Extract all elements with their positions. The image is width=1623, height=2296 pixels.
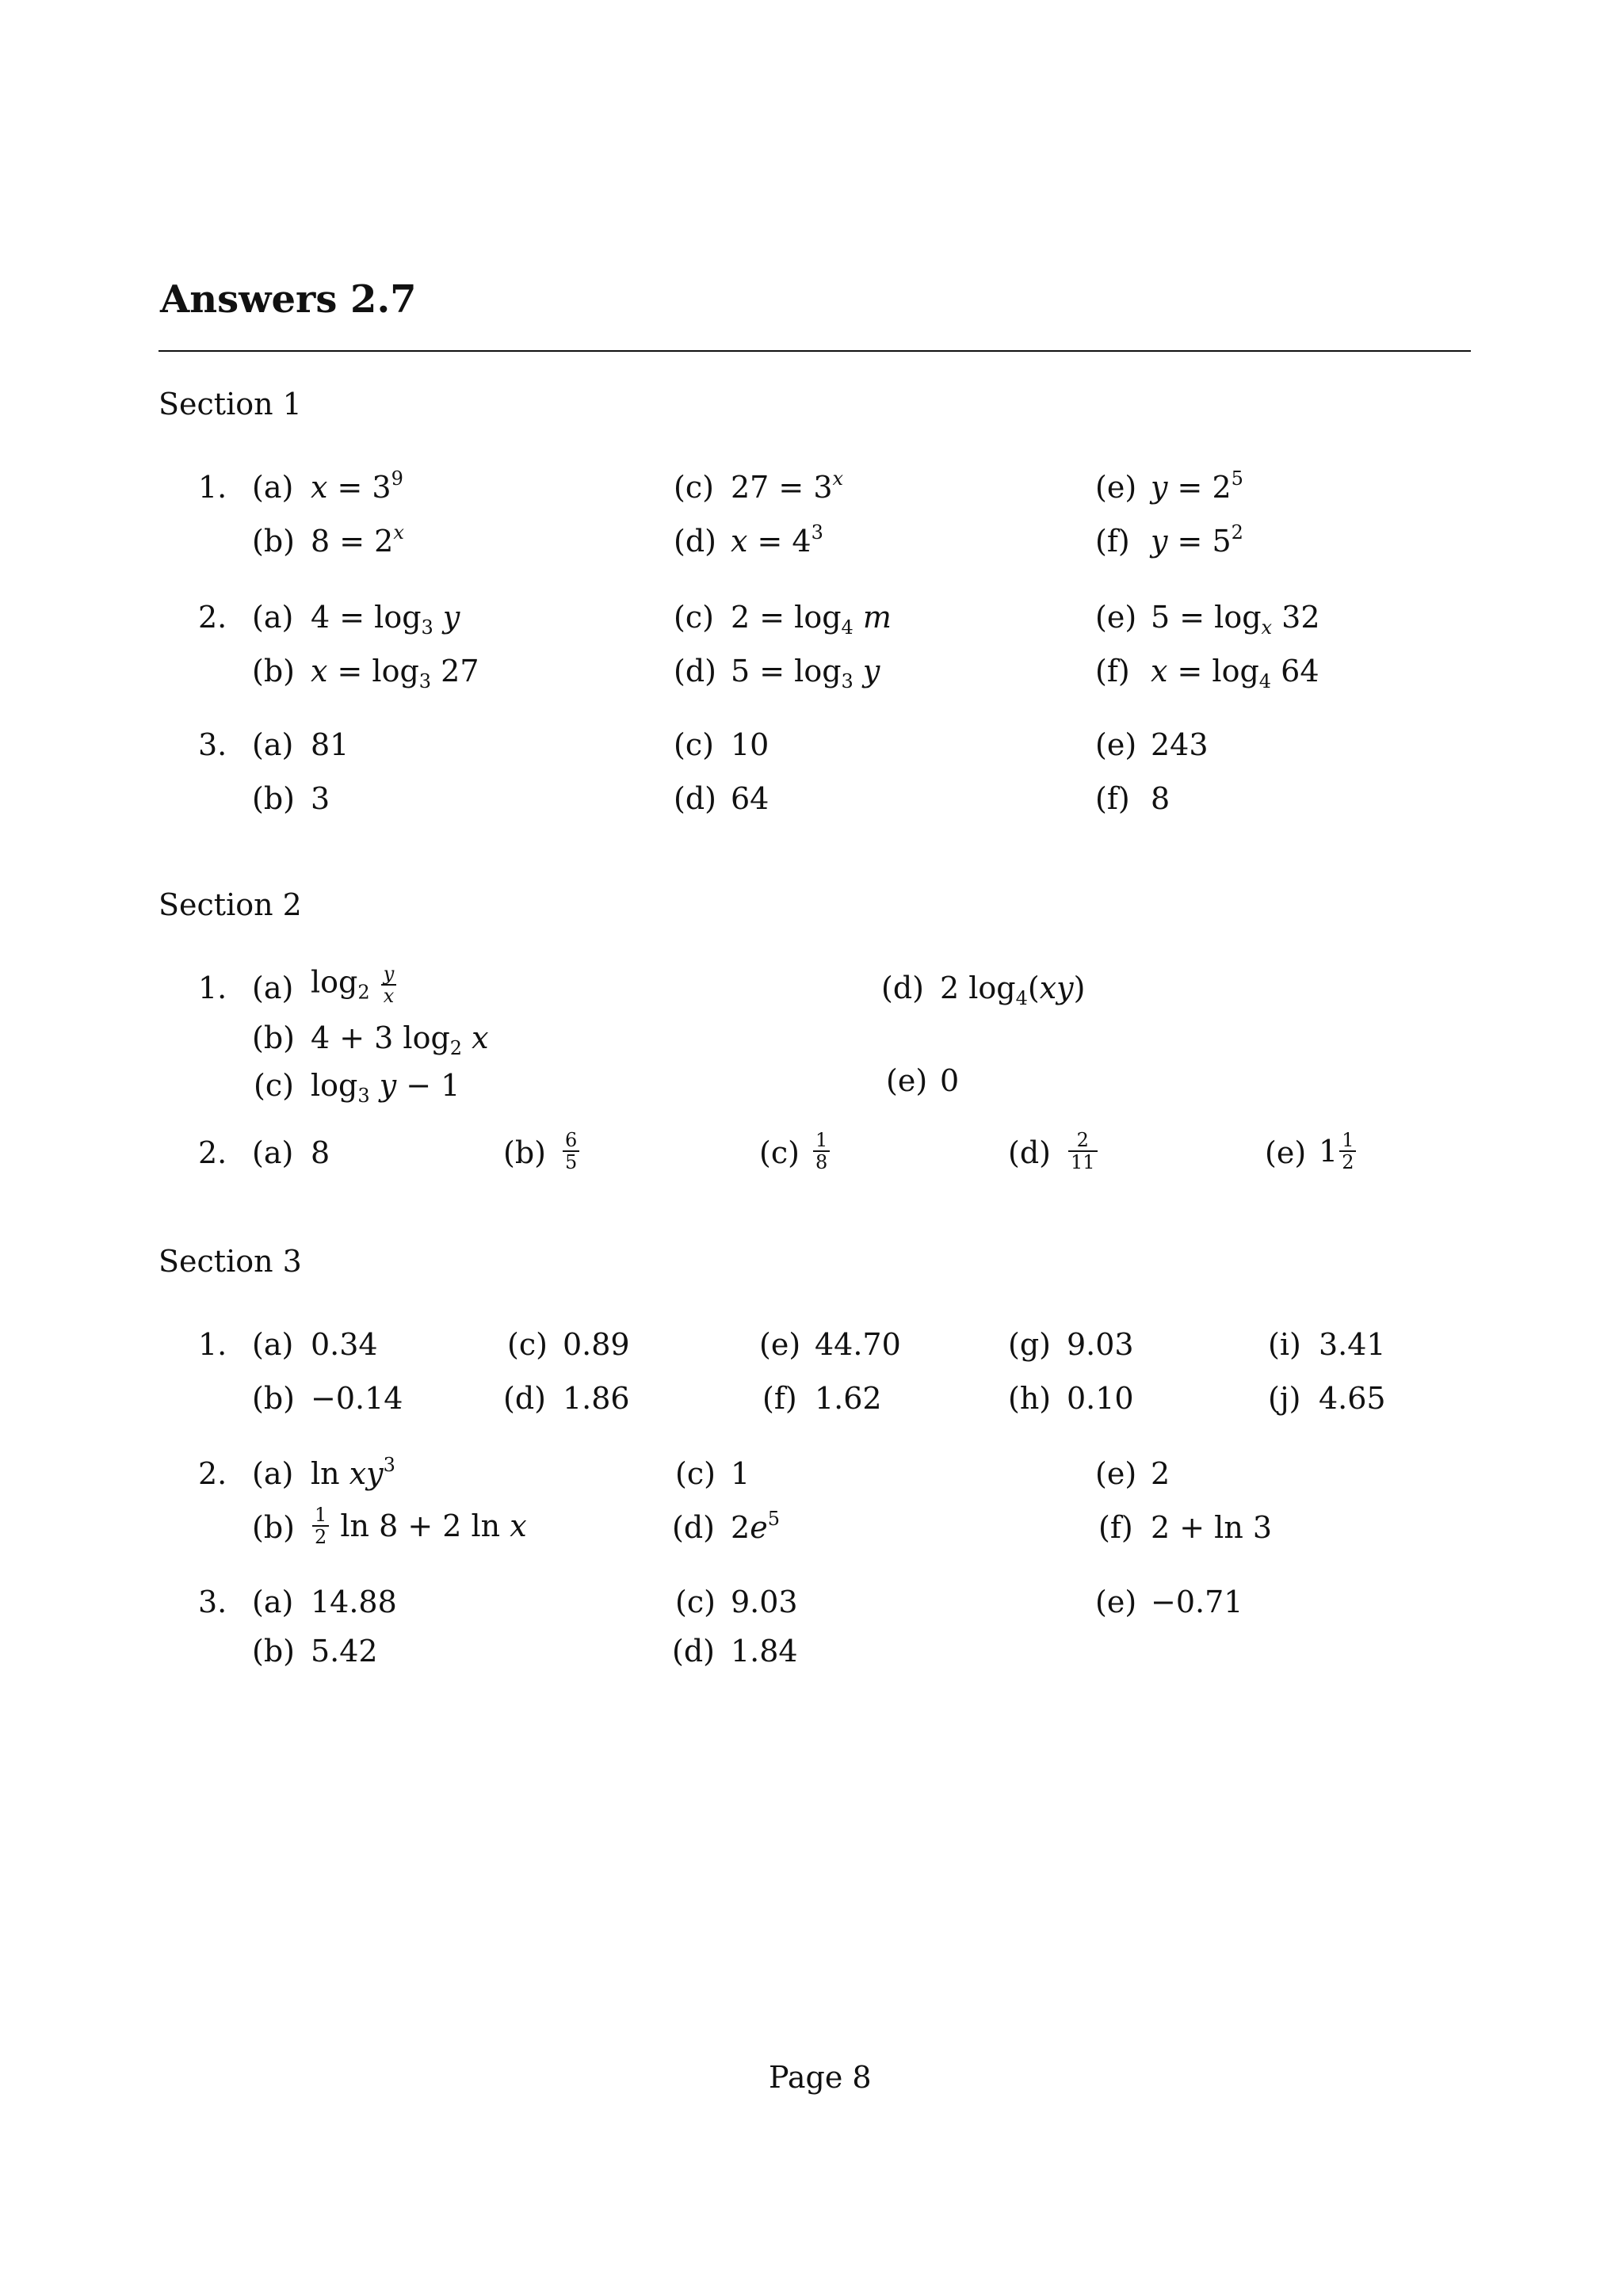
part-label: (d) — [674, 524, 716, 559]
answer-value: 1 — [731, 1456, 750, 1491]
part-label: (e) — [1095, 1456, 1137, 1491]
answer-value: $5 = \log_3 y$ — [731, 654, 880, 692]
part-label: (f) — [1095, 524, 1130, 559]
answer-value: 44.70 — [815, 1327, 901, 1362]
question-number: 2. — [198, 1456, 227, 1491]
question-number: 1. — [198, 470, 227, 505]
part-label: (d) — [672, 1634, 715, 1669]
question-number: 2. — [198, 600, 227, 635]
part-label: (i) — [1268, 1327, 1301, 1362]
answer-value: $2 = \log_4 m$ — [731, 600, 892, 639]
question-number: 1. — [198, 971, 227, 1005]
answer-value: 9.03 — [731, 1585, 798, 1619]
part-label: (d) — [672, 1510, 715, 1545]
part-label: (a) — [252, 1585, 294, 1619]
part-label: (e) — [1095, 727, 1137, 762]
answer-value: 81 — [311, 727, 349, 762]
answer-value: $\frac{1}{8}$ — [812, 1130, 831, 1173]
answer-value: 243 — [1151, 727, 1209, 762]
answer-value: $\frac{2}{11}$ — [1067, 1130, 1099, 1173]
answer-value: $4 = \log_3 y$ — [311, 600, 460, 639]
part-label: (b) — [252, 524, 295, 559]
part-label: (c) — [674, 470, 714, 505]
part-label: (f) — [762, 1381, 797, 1416]
answer-value: $\frac{1}{2}$ ln 8 + 2 ln x — [311, 1505, 527, 1547]
answer-value: 5.42 — [311, 1634, 378, 1669]
title-rule — [158, 350, 1471, 352]
answer-value: 0.10 — [1067, 1381, 1134, 1416]
answer-value: $2e^5$ — [731, 1508, 780, 1545]
answer-value: 64 — [731, 781, 769, 816]
answer-value: 8 — [311, 1135, 330, 1170]
part-label: (a) — [252, 600, 294, 635]
part-label: (b) — [252, 654, 295, 688]
part-label: (h) — [1008, 1381, 1052, 1416]
answer-value: 3 — [311, 781, 330, 816]
part-label: (a) — [252, 1327, 294, 1362]
answer-value: 9.03 — [1067, 1327, 1134, 1362]
section-heading: Section 1 — [158, 387, 302, 421]
answer-value: 3.41 — [1319, 1327, 1386, 1362]
part-label: (b) — [252, 1020, 295, 1055]
answer-value: 2 $\log_4(xy)$ — [940, 971, 1086, 1009]
part-label: (c) — [254, 1068, 294, 1103]
part-label: (b) — [252, 1634, 295, 1669]
part-label: (a) — [252, 727, 294, 762]
part-label: (c) — [507, 1327, 548, 1362]
answer-value: 0 — [940, 1063, 960, 1098]
answer-value: 1.62 — [815, 1381, 882, 1416]
answer-value: $8 = 2^x$ — [311, 521, 404, 559]
part-label: (e) — [1095, 600, 1137, 635]
answer-value: $\log_2$ $\frac{y}{x}$ — [311, 963, 398, 1006]
part-label: (c) — [675, 1585, 716, 1619]
answer-value: $\ln xy^3$ — [311, 1454, 395, 1491]
answer-value: −0.14 — [311, 1381, 403, 1416]
answer-value: 4 + 3 $\log_2 x$ — [311, 1020, 489, 1059]
part-label: (c) — [674, 727, 714, 762]
answer-value: $\log_3 y - 1$ — [311, 1068, 460, 1107]
answer-value: 8 — [1151, 781, 1170, 816]
section-heading: Section 2 — [158, 887, 302, 922]
part-label: (f) — [1095, 654, 1130, 688]
part-label: (j) — [1268, 1381, 1301, 1416]
part-label: (c) — [674, 600, 714, 635]
part-label: (e) — [1265, 1135, 1307, 1170]
answer-value: 14.88 — [311, 1585, 397, 1619]
answer-value: $x = \log_3 27$ — [311, 654, 479, 692]
part-label: (d) — [1008, 1135, 1051, 1170]
part-label: (e) — [1095, 1585, 1137, 1619]
question-number: 3. — [198, 727, 227, 762]
part-label: (a) — [252, 971, 294, 1005]
part-label: (f) — [1098, 1510, 1133, 1545]
answer-value: 0.89 — [563, 1327, 630, 1362]
part-label: (e) — [1095, 470, 1137, 505]
answer-value: $x = 4^3$ — [731, 521, 823, 559]
page-number: Page 8 — [769, 2060, 872, 2095]
part-label: (a) — [252, 1456, 294, 1491]
answer-value: 0.34 — [311, 1327, 378, 1362]
answer-value: 2 + ln 3 — [1151, 1510, 1273, 1545]
page-title: Answers 2.7 — [160, 277, 417, 322]
answer-value: $y = 2^5$ — [1151, 467, 1243, 505]
part-label: (d) — [674, 654, 716, 688]
part-label: (d) — [503, 1381, 546, 1416]
answer-value: $x = 3^9$ — [311, 467, 403, 505]
part-label: (a) — [252, 1135, 294, 1170]
part-label: (d) — [881, 971, 924, 1005]
answer-value: $5 = \log_x 32$ — [1151, 600, 1320, 639]
part-label: (b) — [252, 781, 295, 816]
answer-value: 4.65 — [1319, 1381, 1386, 1416]
answer-value: $y = 5^2$ — [1151, 521, 1243, 559]
question-number: 3. — [198, 1585, 227, 1619]
answer-value: 1.86 — [563, 1381, 630, 1416]
answer-value: 1 $\frac{1}{2}$ — [1319, 1130, 1358, 1173]
question-number: 1. — [198, 1327, 227, 1362]
answer-value: $27 = 3^x$ — [731, 467, 844, 505]
part-label: (b) — [503, 1135, 546, 1170]
answer-value: −0.71 — [1151, 1585, 1243, 1619]
part-label: (c) — [675, 1456, 716, 1491]
part-label: (d) — [674, 781, 716, 816]
part-label: (b) — [252, 1381, 295, 1416]
answer-value: 2 — [1151, 1456, 1170, 1491]
question-number: 2. — [198, 1135, 227, 1170]
answer-value: 10 — [731, 727, 769, 762]
answer-value: $\frac{6}{5}$ — [561, 1130, 581, 1173]
part-label: (f) — [1095, 781, 1130, 816]
part-label: (g) — [1008, 1327, 1051, 1362]
answer-value: 1.84 — [731, 1634, 798, 1669]
part-label: (a) — [252, 470, 294, 505]
part-label: (e) — [759, 1327, 801, 1362]
section-heading: Section 3 — [158, 1244, 302, 1279]
part-label: (c) — [759, 1135, 800, 1170]
answer-value: $x = \log_4 64$ — [1151, 654, 1319, 692]
part-label: (b) — [252, 1510, 295, 1545]
part-label: (e) — [886, 1063, 928, 1098]
